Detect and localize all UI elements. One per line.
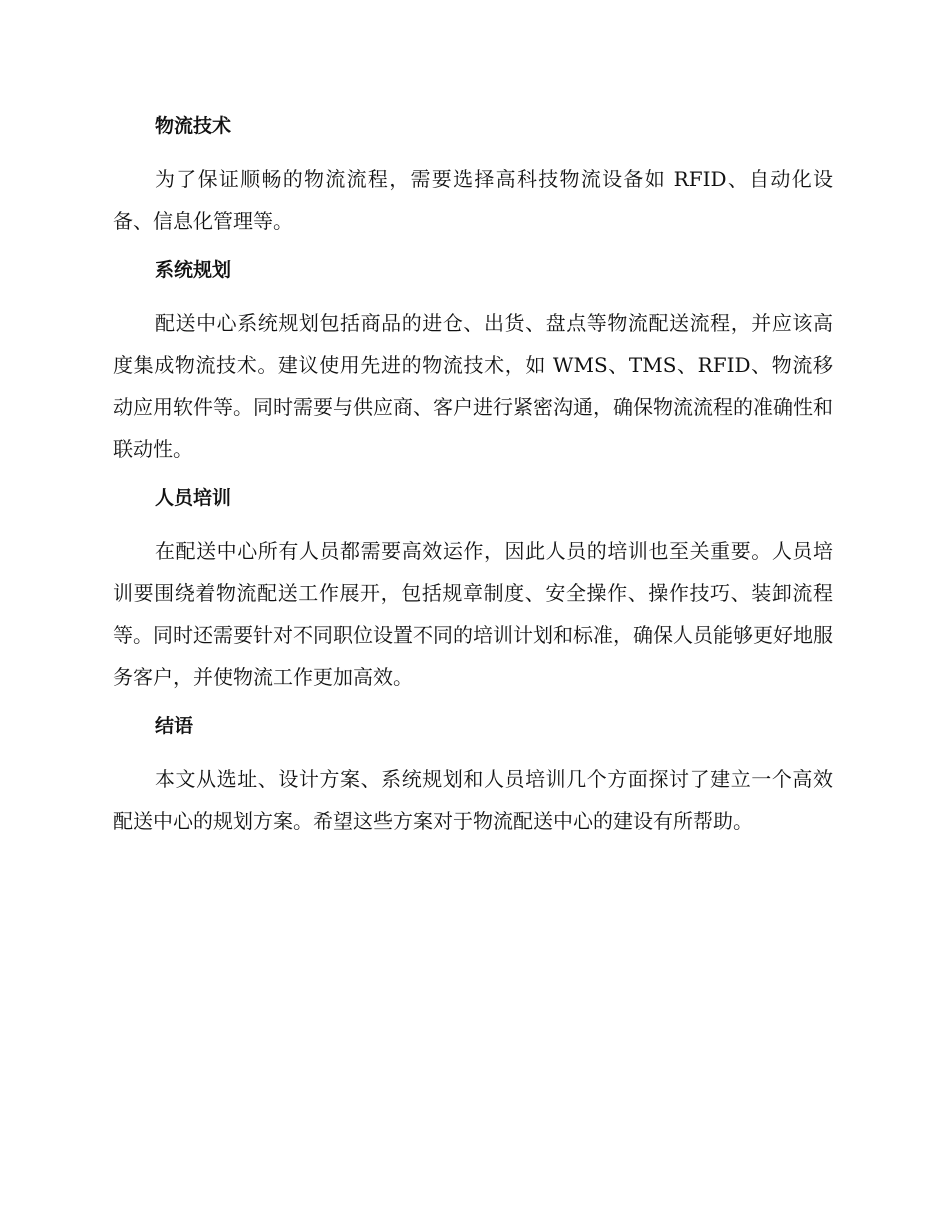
section-paragraph: 本文从选址、设计方案、系统规划和人员培训几个方面探讨了建立一个高效配送中心的规划方案。希望这些方案对于物流配送中心的建设有所帮助。 <box>113 767 833 833</box>
section-paragraph: 为了保证顺畅的物流流程，需要选择高科技物流设备如 RFID、自动化设备、信息化管理等。 <box>113 167 833 233</box>
section-conclusion <box>113 704 833 842</box>
section-heading: 结语 <box>155 715 194 737</box>
section-system-planning <box>113 248 833 470</box>
section-paragraph: 配送中心系统规划包括商品的进仓、出货、盘点等物流配送流程，并应该高度集成物流技术。建议使用先进的物流技术，如 WMS、TMS、RFID、物流移动应用软件等。同时需要与供应商、客户进行紧密沟通，确保物流流程的准确性和联动性。 <box>113 311 833 461</box>
document-body <box>113 104 833 848</box>
section-logistics-tech <box>113 104 833 242</box>
section-staff-training <box>113 476 833 698</box>
section-heading: 物流技术 <box>155 115 232 137</box>
section-heading: 人员培训 <box>155 487 232 509</box>
section-paragraph: 在配送中心所有人员都需要高效运作，因此人员的培训也至关重要。人员培训要围绕着物流配送工作展开，包括规章制度、安全操作、操作技巧、装卸流程等。同时还需要针对不同职位设置不同的培训计划和标准，确保人员能够更好地服务客户，并使物流工作更加高效。 <box>113 539 833 689</box>
section-heading: 系统规划 <box>155 259 232 281</box>
